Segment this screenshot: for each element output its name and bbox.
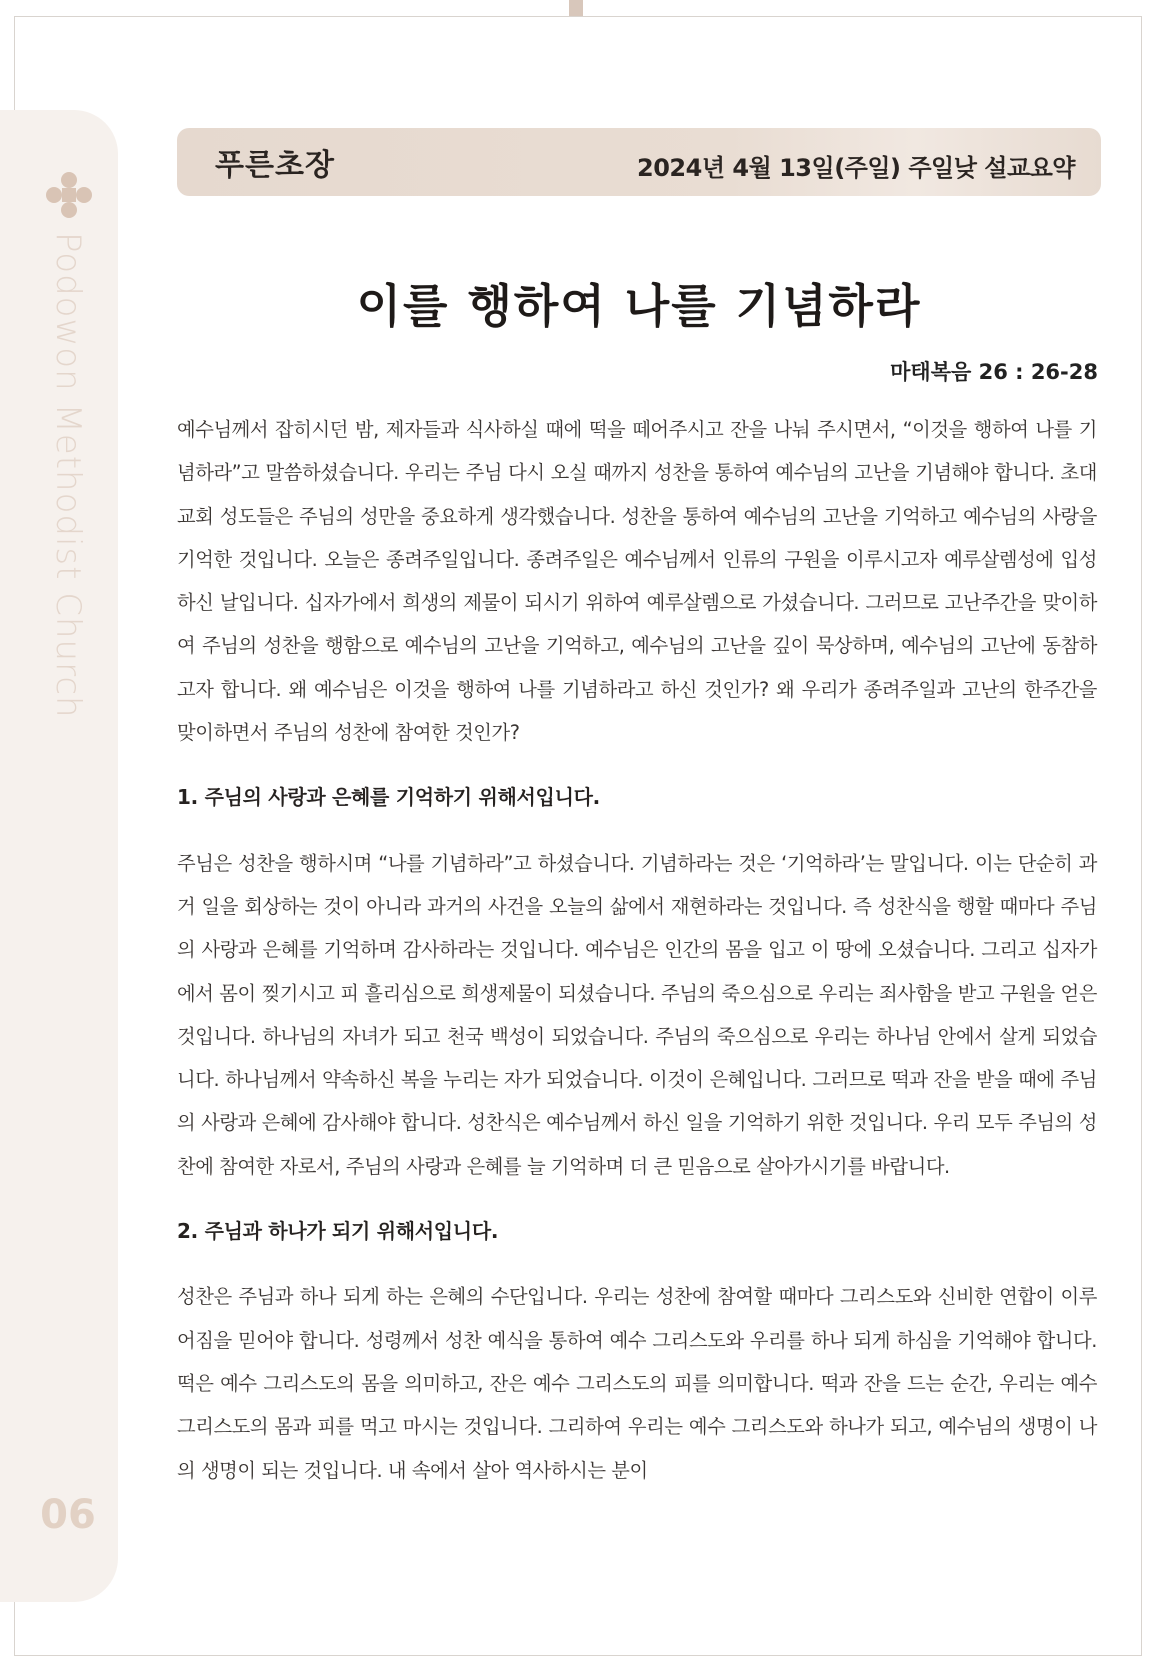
header-band [177,128,1101,196]
page-number: 06 [40,1492,96,1538]
sermon-title: 이를 행하여 나를 기념하라 [356,279,922,333]
intro-paragraph: 예수님께서 잡히시던 밤, 제자들과 식사하실 때에 떡을 떼어주시고 잔을 나눠 주시면서, “이것을 행하여 나를 기념하라”고 말씀하셨습니다. 우리는 주님 다시 오실 때까지 성찬을 통하여 예수님의 고난을 기념해야 합니다. 초대교회 성도들은 주님의 성만을 중요하게 생각했습니다. 성찬을 통하여 예수님의 고난을 기억하고 예수님의 사랑을 기억한 것입니다. 오늘은 종려주일입니다. 종려주일은 예수님께서 인류의 구원을 이루시고자 예루살렘성에 입성하신 날입니다. 십자가에서 희생의 제물이 되시기 위하여 예루살렘으로 가셨습니다. 그러므로 고난주간을 맞이하여 주님의 성찬을 행함으로 예수님의 고난을 기억하고, 예수님의 고난을 깊이 묵상하며, 예수님의 고난에 동참하고자 합니다. 왜 예수님은 이것을 행하여 나를 기념하라고 하신 것인가? 왜 우리가 종려주일과 고난의 한주간을 맞이하면서 주님의 성찬에 참여한 것인가? [177,418,1097,745]
scripture-reference: 마태복음 26 : 26-28 [890,360,1098,384]
sermon-body [177,408,1097,1492]
church-logo-icon [44,170,94,220]
section-body-2: 성찬은 주님과 하나 되게 하는 은혜의 수단입니다. 우리는 성찬에 참여할 때마다 그리스도와 신비한 연합이 이루어짐을 믿어야 합니다. 성령께서 성찬 예식을 통하여 예수 그리스도와 우리를 하나 되게 하심을 기억해야 합니다. 떡은 예수 그리스도의 몸을 의미하고, 잔은 예수 그리스도의 피를 의미합니다. 떡과 잔을 드는 순간, 우리는 예수 그리스도의 몸과 피를 먹고 마시는 것입니다. 그리하여 우리는 예수 그리스도와 하나가 되고, 예수님의 생명이 나의 생명이 되는 것입니다. 내 속에서 살아 역사하시는 분이 [177,1285,1097,1482]
church-name-vertical: Podowon Methodist Church [48,232,88,719]
section-heading-2: 2. 주님과 하나가 되기 위해서입니다. [177,1219,499,1244]
sermon-date: 2024년 4월 13일(주일) 주일낮 설교요약 [637,154,1075,182]
section-body-1: 주님은 성찬을 행하시며 “나를 기념하라”고 하셨습니다. 기념하라는 것은 ‘기억하라’는 말입니다. 이는 단순히 과거 일을 회상하는 것이 아니라 과거의 사건을 오늘의 삶에서 재현하라는 것입니다. 즉 성찬식을 행할 때마다 주님의 사랑과 은혜를 기억하며 감사하라는 것입니다. 예수님은 인간의 몸을 입고 이 땅에 오셨습니다. 그리고 십자가에서 몸이 찢기시고 피 흘리심으로 희생제물이 되셨습니다. 주님의 죽으심으로 우리는 죄사함을 받고 구원을 얻은 것입니다. 하나님의 자녀가 되고 천국 백성이 되었습니다. 주님의 죽으심으로 우리는 하나님 안에서 살게 되었습니다. 하나님께서 약속하신 복을 누리는 자가 되었습니다. 이것이 은혜입니다. 그러므로 떡과 잔을 받을 때에 주님의 사랑과 은혜에 감사해야 합니다. 성찬식은 예수님께서 하신 일을 기억하기 위한 것입니다. 우리 모두 주님의 성찬에 참여한 자로서, 주님의 사랑과 은혜를 늘 기억하며 더 큰 믿음으로 살아가시기를 바랍니다. [177,851,1097,1178]
section-heading-1: 1. 주님의 사랑과 은혜를 기억하기 위해서입니다. [177,785,600,810]
section-name: 푸른초장 [215,148,335,183]
